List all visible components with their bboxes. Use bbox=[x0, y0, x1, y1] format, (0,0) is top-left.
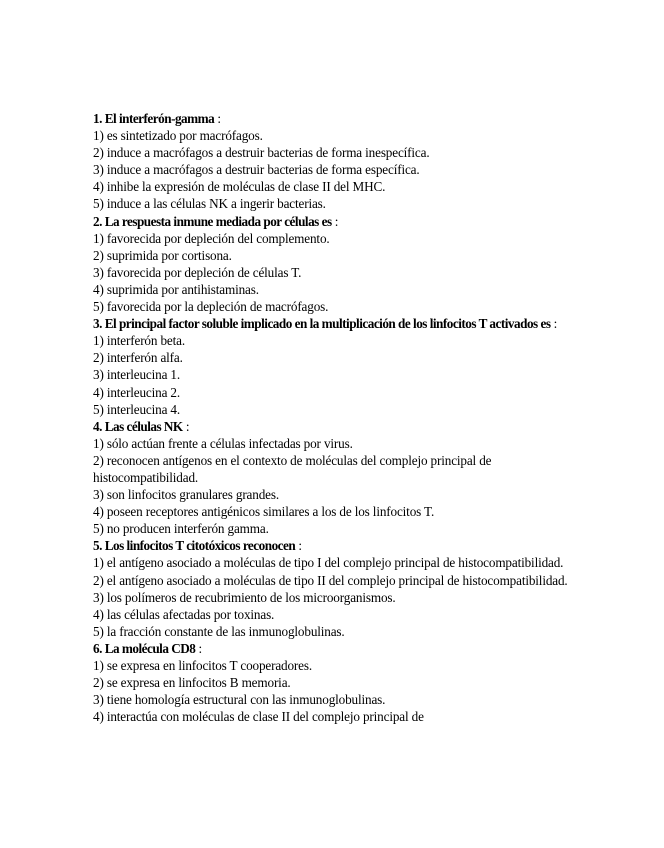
answer-option: 5) interleucina 4. bbox=[93, 401, 181, 417]
answer-option: 3) son linfocitos granulares grandes. bbox=[93, 487, 279, 503]
question-2 bbox=[93, 213, 573, 316]
answer-option: 1) es sintetizado por macrófagos. bbox=[93, 128, 263, 144]
question-4 bbox=[93, 418, 573, 538]
question-title: 3. El principal factor soluble implicado en la multiplicación de los linfocitos T activados es : bbox=[93, 316, 558, 332]
question-6 bbox=[93, 640, 573, 725]
answer-option: 2) reconocen antígenos en el contexto de moléculas del complejo principal de histocompatibilidad. bbox=[93, 452, 492, 485]
answer-option: 4) inhibe la expresión de moléculas de clase II del MHC. bbox=[93, 179, 386, 195]
answer-option: 1) sólo actúan frente a células infectadas por virus. bbox=[93, 435, 353, 451]
answer-option: 4) las células afectadas por toxinas. bbox=[93, 606, 275, 622]
answer-option: 4) poseen receptores antigénicos similares a los de los linfocitos T. bbox=[93, 504, 435, 520]
question-title: 2. La respuesta inmune mediada por células es : bbox=[93, 213, 339, 229]
question-1 bbox=[93, 110, 573, 213]
answer-option: 2) se expresa en linfocitos B memoria. bbox=[93, 675, 291, 691]
answer-option: 1) favorecida por depleción del complemento. bbox=[93, 230, 330, 246]
answer-option: 2) suprimida por cortisona. bbox=[93, 247, 232, 263]
question-title: 4. Las células NK : bbox=[93, 418, 190, 434]
answer-option: 2) el antígeno asociado a moléculas de tipo II del complejo principal de histocompatibilidad. bbox=[93, 572, 568, 588]
answer-option: 1) el antígeno asociado a moléculas de tipo I del complejo principal de histocompatibilidad. bbox=[93, 555, 564, 571]
answer-option: 3) favorecida por depleción de células T. bbox=[93, 264, 302, 280]
question-5 bbox=[93, 537, 573, 640]
answer-option: 4) interleucina 2. bbox=[93, 384, 181, 400]
answer-option: 1) se expresa en linfocitos T cooperadores. bbox=[93, 658, 313, 673]
question-title: 6. La molécula CD8 : bbox=[93, 640, 203, 656]
question-title: 1. El interferón-gamma : bbox=[93, 111, 221, 126]
answer-option: 2) induce a macrófagos a destruir bacterias de forma inespecífica. bbox=[93, 145, 430, 161]
answer-option: 5) no producen interferón gamma. bbox=[93, 521, 269, 537]
answer-option: 5) la fracción constante de las inmunoglobulinas. bbox=[93, 623, 345, 639]
answer-option: 3) induce a macrófagos a destruir bacterias de forma específica. bbox=[93, 162, 420, 178]
answer-option: 4) suprimida por antihistaminas. bbox=[93, 281, 259, 297]
question-title: 5. Los linfocitos T citotóxicos reconocen : bbox=[93, 538, 302, 554]
answer-option: 1) interferón beta. bbox=[93, 333, 185, 349]
answer-option: 2) interferón alfa. bbox=[93, 350, 183, 366]
answer-option: 5) induce a las células NK a ingerir bacterias. bbox=[93, 196, 326, 212]
answer-option: 5) favorecida por la depleción de macrófagos. bbox=[93, 299, 329, 315]
question-3 bbox=[93, 315, 573, 418]
answer-option: 3) los polímeros de recubrimiento de los microorganismos. bbox=[93, 589, 396, 605]
answer-option: 3) interleucina 1. bbox=[93, 367, 181, 383]
question-list bbox=[93, 110, 573, 725]
answer-option: 4) interactúa con moléculas de clase II del complejo principal de bbox=[93, 709, 424, 725]
answer-option: 3) tiene homología estructural con las inmunoglobulinas. bbox=[93, 692, 386, 708]
